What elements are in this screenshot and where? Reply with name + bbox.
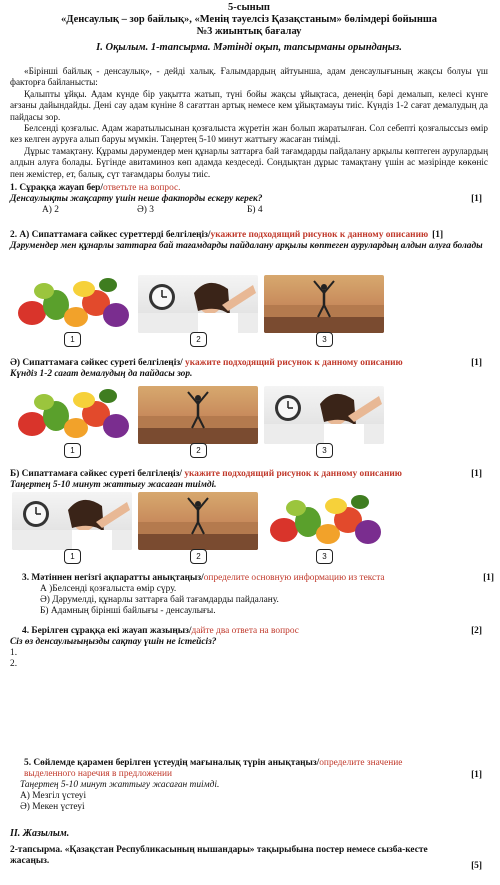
assessment-number: №3 жиынтық бағалау — [196, 26, 302, 37]
image-3-number[interactable]: 3 — [316, 443, 333, 458]
q4-answer-line-1[interactable]: 1. — [10, 648, 18, 658]
paragraph-nutrition: Дұрыс тамақтану. Құрамы дәрумендер мен құнарлы заттарға бай тағамдарды пайдалану арқылы көптеген аурулардың алдын алуға болады. Бүгінде авитаминоз көп адамда кездеседі. Сондықтан дұрыс тамақтану үшін ас мәзірінде көкөніс пен жемістер, ет, балық, сүт тағамдары болуы тиіс. — [10, 145, 488, 179]
writing-mark: [5] — [471, 861, 482, 871]
section-subtitle: «Денсаулық – зор байлық», «Менің тәуелсіз Қазақстаным» бөлімдері бойынша — [61, 14, 437, 25]
q4-mark: [2] — [471, 626, 482, 636]
q5-label-ru: определите значение выделенного наречия в предложении — [24, 758, 403, 779]
vegetables-icon — [12, 386, 132, 444]
header — [10, 2, 488, 53]
image-1-number[interactable]: 1 — [64, 549, 81, 564]
q2a-label: 2. А) Сипаттамаға сәйкес суреттерді белгілеңіз/ — [10, 230, 211, 240]
woman-clock-icon — [264, 386, 384, 444]
q4-label-ru: дайте два ответа на вопрос — [191, 626, 299, 636]
image-2-number[interactable]: 2 — [190, 549, 207, 564]
yoga-image[interactable] — [138, 492, 258, 550]
q2a-label-ru: укажите подходящий рисунок к данному описанию — [210, 230, 429, 240]
q4-label: 4. Берілген сұраққа екі жауап жазыңыз/ — [22, 626, 192, 636]
yoga-image[interactable] — [264, 275, 384, 333]
q3-option-ae[interactable]: Ә) Дәрумелді, құнарлы заттарға бай тағамдарды пайдалану. — [40, 595, 279, 605]
question-2ae — [10, 358, 488, 380]
q5-label: 5. Сөйлемде қарамен берілген үстеудің мағыналық түрін анықтаңыз/ — [24, 758, 320, 768]
q2ae-label-ru: укажите подходящий рисунок к данному описанию — [185, 358, 403, 368]
q2b-description: Таңертең 5-10 минут жаттығу жасаған тиімді. — [10, 480, 217, 490]
q3-option-b[interactable]: Б) Адамның бірінші байлығы - денсаулығы. — [40, 606, 216, 616]
writing-section — [10, 828, 488, 871]
q1-option-a[interactable]: А) 2 — [42, 205, 59, 215]
writing-task: 2-тапсырма. «Қазақстан Республикасының нышандары» тақырыбына постер немесе сызба-кесте жасаңыз. — [10, 845, 428, 866]
image-2-number[interactable]: 2 — [190, 332, 207, 347]
image-row-1 — [12, 275, 384, 333]
q2b-label-ru: укажите подходящий рисунок к данному описанию — [184, 469, 402, 479]
q2b-mark: [1] — [471, 469, 482, 479]
vegetables-image[interactable] — [12, 275, 132, 333]
q1-option-ae[interactable]: Ә) 3 — [137, 205, 154, 215]
sleeping-woman-image[interactable] — [264, 386, 384, 444]
q1-options — [10, 205, 488, 216]
image-2-number[interactable]: 2 — [190, 443, 207, 458]
question-2b — [10, 469, 488, 491]
q3-option-a[interactable]: А )Белсенді қозғалыста өмір сүру. — [40, 584, 177, 594]
writing-heading: II. Жазылым. — [10, 828, 70, 839]
q3-label: 3. Мәтіннен негізгі ақпаратты анықтаңыз/ — [22, 573, 204, 583]
q3-label-ru: определите основную информацию из текста — [203, 573, 385, 583]
question-4 — [10, 626, 488, 670]
q1-question: Денсаулықты жақсарту үшін неше факторды ескеру керек? — [10, 194, 263, 204]
q5-mark: [1] — [471, 770, 482, 780]
paragraph-sleep: Қалыпты ұйқы. Адам күнде бір уақытта жатып, түні бойы жақсы ұйықтаса, денеңің бәрі демалып, келесі күнге ағзаны дайындайды. Дені сау адам күніне 8 сағаттан артық немесе кем ұйықтамауы тиіс. Күндіз 1-2 сағат демалудың да пайдасы зор. — [10, 88, 488, 122]
reading-heading: I. Оқылым. 1-тапсырма. Мәтінді оқып, тапсырманы орындаңыз. — [96, 42, 402, 53]
grade-title: 5-сынып — [228, 2, 270, 13]
paragraph-movement: Белсенді қозғалыс. Адам жаратылысынан қозғалыста жүретін жан болып жаратылған. Сол себепті қозғалыссыз өмір кез келген ауруға алып баруы мүмкін. Таңертең 5-10 минут жаттығу жасаған тиімді. — [10, 123, 488, 145]
q1-label: 1. Сұраққа жауап бер/ — [10, 183, 103, 193]
q2ae-mark: [1] — [471, 358, 482, 368]
vegetables-icon — [12, 275, 132, 333]
image-1-number[interactable]: 1 — [64, 443, 81, 458]
q5-sentence: Таңертең 5-10 минут жаттығу жасаған тиімді. — [20, 780, 220, 790]
q5-option-a[interactable]: А) Мезгіл үстеуі — [20, 791, 87, 801]
reading-text — [10, 66, 488, 180]
vegetables-image[interactable] — [12, 386, 132, 444]
q4-answer-line-2[interactable]: 2. — [10, 659, 18, 669]
question-3 — [22, 573, 494, 617]
yoga-image[interactable] — [138, 386, 258, 444]
woman-clock-icon — [138, 275, 258, 333]
woman-clock-icon — [12, 492, 132, 550]
q2ae-label: Ә) Сипаттамаға сәйкес суреті белгілеңіз/ — [10, 358, 186, 368]
question-1 — [10, 183, 488, 216]
q3-mark: [1] — [483, 573, 494, 583]
vegetables-icon — [264, 492, 384, 550]
q3-options — [22, 584, 488, 617]
q2a-mark: [1] — [432, 230, 444, 240]
q5-option-ae[interactable]: Ә) Мекен үстеуі — [20, 802, 85, 812]
question-2a — [10, 230, 488, 252]
yoga-pose-icon — [138, 386, 258, 444]
question-5 — [10, 758, 488, 813]
sleeping-woman-image[interactable] — [138, 275, 258, 333]
image-3-number[interactable]: 3 — [316, 549, 333, 564]
q1-mark: [1] — [471, 194, 482, 204]
q2a-description: Дәрумендер мен құнарлы заттарға бай тағамдарды пайдалану арқылы көптеген аурулардың алдын алуға болады — [10, 241, 483, 251]
vegetables-image[interactable] — [264, 492, 384, 550]
yoga-pose-icon — [138, 492, 258, 550]
image-row-2 — [12, 386, 384, 444]
image-3-number[interactable]: 3 — [316, 332, 333, 347]
q2b-label: Б) Сипаттамаға сәйкес суреті белгілеңіз/ — [10, 469, 185, 479]
image-row-3 — [12, 492, 384, 550]
paragraph-intro: «Бірінші байлық - денсаулық», - дейді халық. Ғалымдардың айтуынша, адам денсаулығының жақсы болуы үш факторға байланысты: — [10, 66, 488, 88]
yoga-pose-icon — [264, 275, 384, 333]
q1-label-ru: ответьте на вопрос. — [103, 183, 181, 193]
q1-option-b[interactable]: Б) 4 — [247, 205, 263, 215]
image-1-number[interactable]: 1 — [64, 332, 81, 347]
sleeping-woman-image[interactable] — [12, 492, 132, 550]
q4-question: Сіз өз денсаулығыңызды сақтау үшін не істейсіз? — [10, 637, 217, 647]
q2ae-description: Күндіз 1-2 сағат демалудың да пайдасы зор. — [10, 369, 193, 379]
